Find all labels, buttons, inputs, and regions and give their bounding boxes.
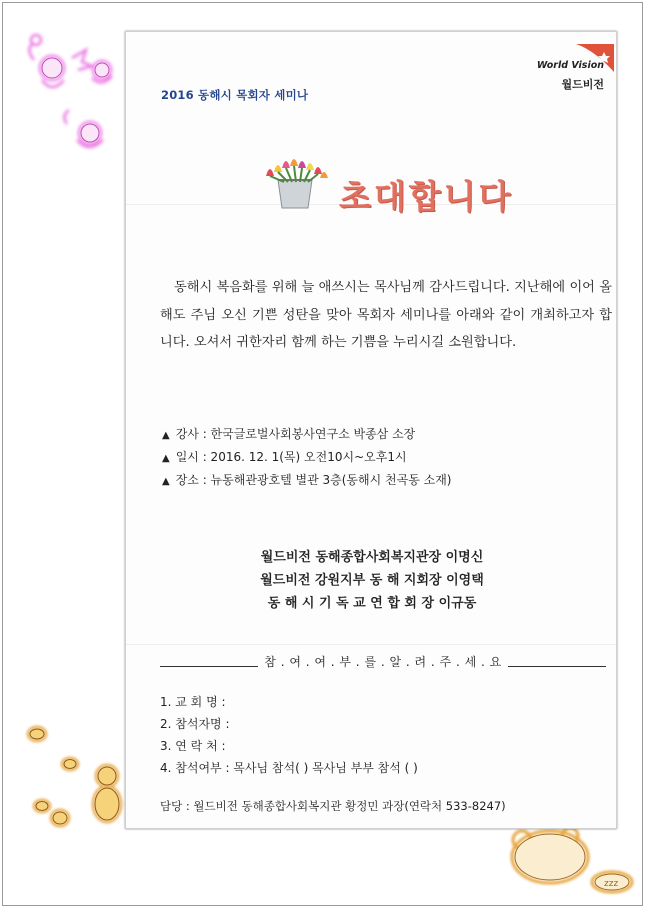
triangle-bullet-icon: ▲ xyxy=(162,453,170,464)
form-field-contact[interactable]: 3. 연 락 처 : xyxy=(160,739,226,753)
triangle-bullet-icon: ▲ xyxy=(162,476,170,487)
invitation-title: 초대합니다 xyxy=(339,177,514,216)
triangle-bullet-icon: ▲ xyxy=(162,430,170,441)
form-field-church[interactable]: 1. 교 회 명 : xyxy=(160,695,226,709)
rsvp-underline-right xyxy=(508,656,606,667)
detail-text: 일시 : 2016. 12. 1(목) 오전10시~오후1시 xyxy=(175,450,407,464)
detail-speaker xyxy=(162,425,415,442)
seminar-subtitle: 2016 동해시 목회자 세미나 xyxy=(161,88,309,102)
signatory-3: 동 해 시 기 독 교 연 합 회 장 이규동 xyxy=(267,596,477,611)
signatory-1: 월드비전 동해종합사회복지관장 이명신 xyxy=(260,550,484,565)
tulip-bucket-icon xyxy=(256,150,334,212)
invitation-body: 동해시 복음화를 위해 늘 애쓰시는 목사님께 감사드립니다. 지난해에 이어 올해도 주님 오신 기쁜 성탄을 맞아 목회자 세미나를 아래와 같이 개최하고자 합니다. 오셔서 귀한자리 함께 하는 기쁨을 누리시길 소원합니다. xyxy=(160,280,612,350)
detail-datetime xyxy=(162,448,407,465)
detail-location xyxy=(162,471,451,488)
form-field-attendance[interactable]: 4. 참석여부 : 목사님 참석( ) 목사님 부부 참석 ( ) xyxy=(160,761,418,775)
rsvp-heading-row xyxy=(160,653,606,670)
signatory-2: 월드비전 강원지부 동 해 지회장 이영택 xyxy=(260,573,484,588)
rsvp-underline-left xyxy=(160,656,258,667)
detail-text: 강사 : 한국글로벌사회봉사연구소 박종삼 소장 xyxy=(175,427,416,441)
bees-pooh-decoration xyxy=(22,718,132,838)
detail-text: 장소 : 뉴동해관광호텔 별관 3층(동해시 천곡동 소재) xyxy=(175,473,452,487)
form-field-attendee[interactable]: 2. 참석자명 : xyxy=(160,717,230,731)
paper-fold-line xyxy=(126,644,616,645)
rsvp-heading: 참 . 여 . 여 . 부 . 를 . 알 . 려 . 주 . 세 . 요 xyxy=(264,655,502,669)
piglet-angels-decoration xyxy=(12,28,117,158)
contact-info: 담당 : 월드비전 동해종합사회복지관 황정민 과장(연락처 533-8247) xyxy=(160,799,506,813)
svg-text:zzz: zzz xyxy=(604,879,619,889)
logo-text-en: World Vision xyxy=(536,60,604,71)
logo-text-ko: 월드비전 xyxy=(561,78,604,91)
invitation-sheet xyxy=(125,31,617,829)
